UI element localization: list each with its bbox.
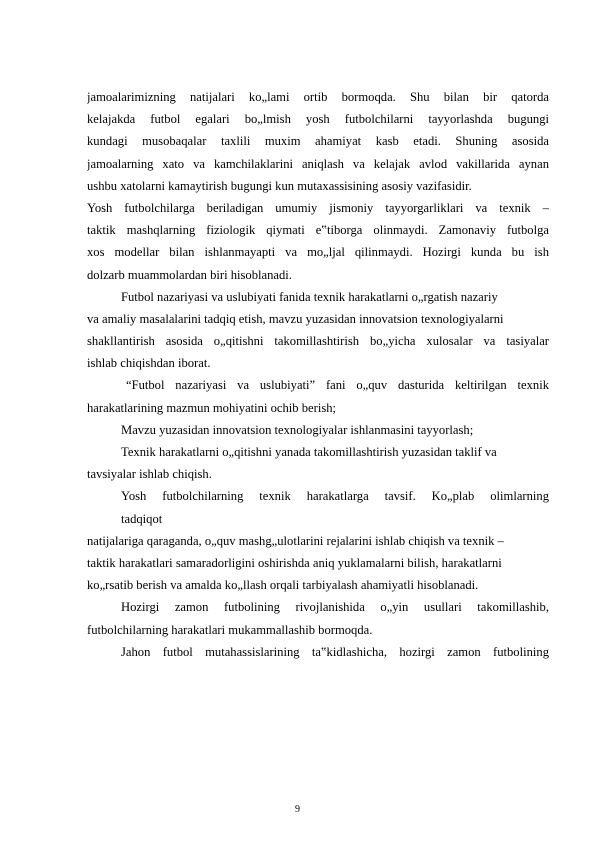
text-line: jamoalarimizning natijalari ko„lami ortib bormoqda. Shu bilan bir qatorda xyxy=(87,90,549,104)
text-line: Futbol nazariyasi va uslubiyati fanida texnik harakatlarni o„rgatish nazariy xyxy=(121,289,498,304)
text-line: Hozirgi zamon futbolining rivojlanishida o„yin usullari takomillashib, xyxy=(121,600,549,615)
text-line: taktik harakatlari samaradorligini oshirishda aniq yuklamalarni bilish, harakatlarni xyxy=(87,555,502,570)
text-line: shakllantirish asosida o„qitishni takomillashtirish bo„yicha xulosalar va tasiyalar xyxy=(87,334,549,349)
text-line: kelajakda futbol egalari bo„lmish yosh futbolchilarni tayyorlashda bugungi xyxy=(87,112,549,127)
document-body xyxy=(87,86,549,663)
text-line: Jahon futbol mutahassislarining ta‟kidlashicha, hozirgi zamon futbolining xyxy=(121,644,549,659)
text-line: Mavzu yuzasidan innovatsion texnologiyalar ishlanmasini tayyorlash; xyxy=(121,422,474,437)
text-line: Yosh futbolchilarning texnik harakatlarga tavsif. Ko„plab olimlarning xyxy=(121,489,549,504)
text-line: Yosh futbolchilarga beriladigan umumiy jismoniy tayyorgarliklari va texnik – xyxy=(87,200,549,215)
text-line: Texnik harakatlarni o„qitishni yanada takomillashtirish yuzasidan taklif va xyxy=(121,445,497,459)
text-line: tavsiyalar ishlab chiqish. xyxy=(87,467,212,482)
text-line: taktik mashqlarning fiziologik qiymati e‟tiborga olinmaydi. Zamonaviy futbolga xyxy=(87,223,549,238)
text-line: xos modellar bilan ishlanmayapti va mo„ljal qilinmaydi. Hozirgi kunda bu ish xyxy=(87,245,549,260)
text-line: va amaliy masalalarini tadqiq etish, mavzu yuzasidan innovatsion texnologiyalarni xyxy=(87,311,504,326)
text-line: kundagi musobaqalar taxlili muxim ahamiyat kasb etadi. Shuning asosida xyxy=(87,134,549,149)
text-line: dolzarb muammolardan biri hisoblanadi. xyxy=(87,267,292,282)
text-line: ushbu xatolarni kamaytirish bugungi kun mutaxassisining asosiy vazifasidir. xyxy=(87,178,472,193)
text-line: futbolchilarning harakatlari mukammallashib bormoqda. xyxy=(87,622,373,637)
page-number: 9 xyxy=(295,804,300,815)
text-line: harakatlarining mazmun mohiyatini ochib berish; xyxy=(87,400,337,415)
text-line: “Futbol nazariyasi va uslubiyati” fani o„quv dasturida keltirilgan texnik xyxy=(126,378,549,393)
text-line: tadqiqot xyxy=(121,511,163,526)
text-line: ko„rsatib berish va amalda ko„llash orqali tarbiyalash ahamiyatli hisoblanadi. xyxy=(87,578,479,593)
text-line: natijalariga qaraganda, o„quv mashg„ulotlarini rejalarini ishlab chiqish va texnik – xyxy=(87,533,504,548)
text-line: jamoalarning xato va kamchilaklarini aniqlash va kelajak avlod vakillarida aynan xyxy=(87,156,549,171)
text-line: ishlab chiqishdan iborat. xyxy=(87,356,211,371)
